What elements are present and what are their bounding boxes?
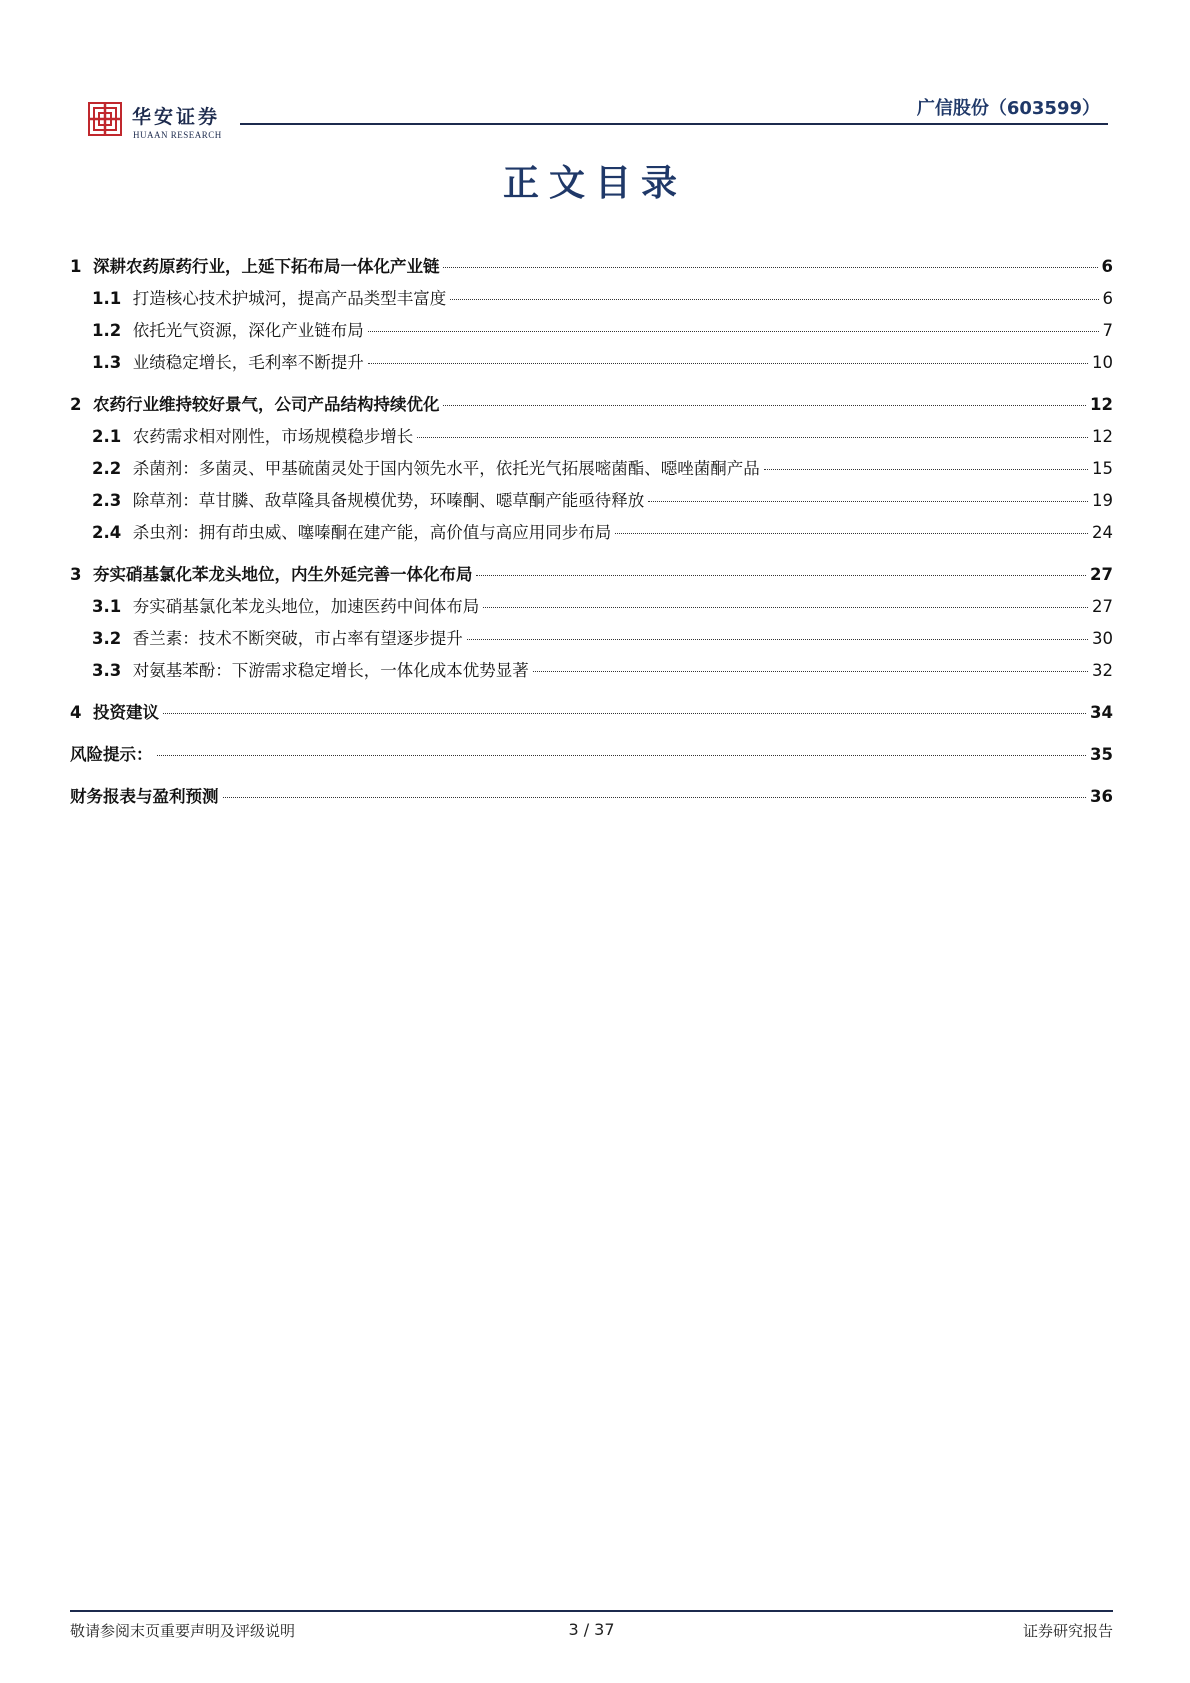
toc-entry-page: 19 [1092, 491, 1113, 510]
toc-entry-page: 36 [1090, 787, 1113, 806]
toc-entry-page: 10 [1092, 353, 1113, 372]
toc-entry-number: 1.1 [92, 289, 122, 308]
toc-entry[interactable] [70, 783, 1113, 815]
toc-entry-label: 深耕农药原药行业，上延下拓布局一体化产业链 [92, 257, 440, 276]
toc-entry-page: 12 [1092, 427, 1113, 446]
toc-dot-leader [443, 405, 1086, 406]
toc-entry-label: 夯实硝基氯化苯龙头地位，加速医药中间体布局 [132, 597, 480, 616]
toc-entry-number: 3.2 [92, 629, 122, 648]
toc-entry[interactable] [70, 657, 1113, 689]
toc-entry-page: 15 [1092, 459, 1113, 478]
toc-dot-leader [368, 331, 1099, 332]
toc-dot-leader [157, 755, 1087, 756]
page-number: 3 / 37 [568, 1620, 615, 1639]
toc-entry[interactable] [70, 699, 1113, 731]
toc-dot-leader [443, 267, 1097, 268]
toc-entry[interactable] [70, 349, 1113, 381]
toc-entry[interactable] [70, 487, 1113, 519]
toc-entry-label: 财务报表与盈利预测 [70, 787, 219, 806]
toc-entry-number: 2.3 [92, 491, 122, 510]
toc-entry-number: 2.2 [92, 459, 122, 478]
toc-entry[interactable] [70, 423, 1113, 455]
toc-entry-label: 依托光气资源，深化产业链布局 [132, 321, 364, 340]
toc-entry-number: 3.1 [92, 597, 122, 616]
stock-name: 广信股份（603599） [916, 98, 1100, 119]
header-divider [240, 123, 1108, 125]
toc-entry-number: 4 [70, 703, 82, 722]
toc-dot-leader [450, 299, 1098, 300]
toc-entry[interactable] [70, 519, 1113, 551]
toc-entry[interactable] [70, 593, 1113, 625]
toc-entry-number: 3.3 [92, 661, 122, 680]
toc-entry-page: 6 [1102, 289, 1113, 308]
toc-entry[interactable] [70, 391, 1113, 423]
table-of-contents [70, 253, 1113, 815]
toc-dot-leader [467, 639, 1088, 640]
toc-entry-label: 打造核心技术护城河，提高产品类型丰富度 [132, 289, 447, 308]
toc-entry-page: 30 [1092, 629, 1113, 648]
toc-entry-number: 2.1 [92, 427, 122, 446]
footer-divider [70, 1610, 1113, 1612]
toc-entry-label: 农药行业维持较好景气，公司产品结构持续优化 [92, 395, 440, 414]
toc-dot-leader [483, 607, 1088, 608]
toc-entry-label: 杀菌剂：多菌灵、甲基硫菌灵处于国内领先水平，依托光气拓展嘧菌酯、噁唑菌酮产品 [132, 459, 760, 478]
page-footer [70, 1620, 1113, 1644]
toc-entry-page: 24 [1092, 523, 1113, 542]
logo-subtitle: HUAAN RESEARCH [133, 130, 222, 140]
toc-entry-number: 1.3 [92, 353, 122, 372]
huaan-logo-icon [88, 102, 122, 136]
toc-dot-leader [648, 501, 1088, 502]
toc-entry-number: 1.2 [92, 321, 122, 340]
toc-entry[interactable] [70, 317, 1113, 349]
logo-name: 华安证券 [132, 106, 221, 128]
footer-report-type: 证券研究报告 [1022, 1622, 1113, 1640]
toc-entry-page: 12 [1090, 395, 1113, 414]
toc-entry-label: 投资建议 [92, 703, 159, 722]
toc-entry-page: 32 [1092, 661, 1113, 680]
page-title: 正文目录 [502, 162, 687, 204]
toc-dot-leader [417, 437, 1088, 438]
toc-entry-number: 2.4 [92, 523, 122, 542]
toc-entry[interactable] [70, 561, 1113, 593]
toc-entry-page: 35 [1090, 745, 1113, 764]
toc-entry-label: 除草剂：草甘膦、敌草隆具备规模优势，环嗪酮、噁草酮产能亟待释放 [132, 491, 645, 510]
toc-entry-label: 风险提示： [70, 745, 153, 764]
toc-entry-page: 6 [1101, 257, 1113, 276]
toc-entry-number: 2 [70, 395, 82, 414]
toc-entry-page: 7 [1102, 321, 1113, 340]
toc-dot-leader [764, 469, 1088, 470]
toc-dot-leader [368, 363, 1088, 364]
toc-entry-number: 1 [70, 257, 82, 276]
toc-entry[interactable] [70, 253, 1113, 285]
toc-dot-leader [533, 671, 1088, 672]
toc-entry-label: 农药需求相对刚性，市场规模稳步增长 [132, 427, 414, 446]
toc-entry[interactable] [70, 625, 1113, 657]
page-header [88, 92, 1108, 142]
toc-entry-label: 业绩稳定增长，毛利率不断提升 [132, 353, 364, 372]
toc-entry-label: 杀虫剂：拥有茚虫威、噻嗪酮在建产能，高价值与高应用同步布局 [132, 523, 612, 542]
toc-entry-page: 27 [1090, 565, 1113, 584]
toc-entry-page: 27 [1092, 597, 1113, 616]
toc-entry-label: 对氨基苯酚：下游需求稳定增长，一体化成本优势显著 [132, 661, 529, 680]
toc-entry-label: 夯实硝基氯化苯龙头地位，内生外延完善一体化布局 [92, 565, 473, 584]
toc-entry-number: 3 [70, 565, 82, 584]
toc-dot-leader [163, 713, 1086, 714]
toc-dot-leader [476, 575, 1086, 576]
footer-disclaimer: 敬请参阅末页重要声明及评级说明 [70, 1622, 296, 1640]
toc-entry-page: 34 [1090, 703, 1113, 722]
toc-entry[interactable] [70, 285, 1113, 317]
toc-entry[interactable] [70, 455, 1113, 487]
toc-dot-leader [615, 533, 1088, 534]
toc-entry[interactable] [70, 741, 1113, 773]
toc-entry-label: 香兰素：技术不断突破，市占率有望逐步提升 [132, 629, 463, 648]
toc-dot-leader [223, 797, 1087, 798]
